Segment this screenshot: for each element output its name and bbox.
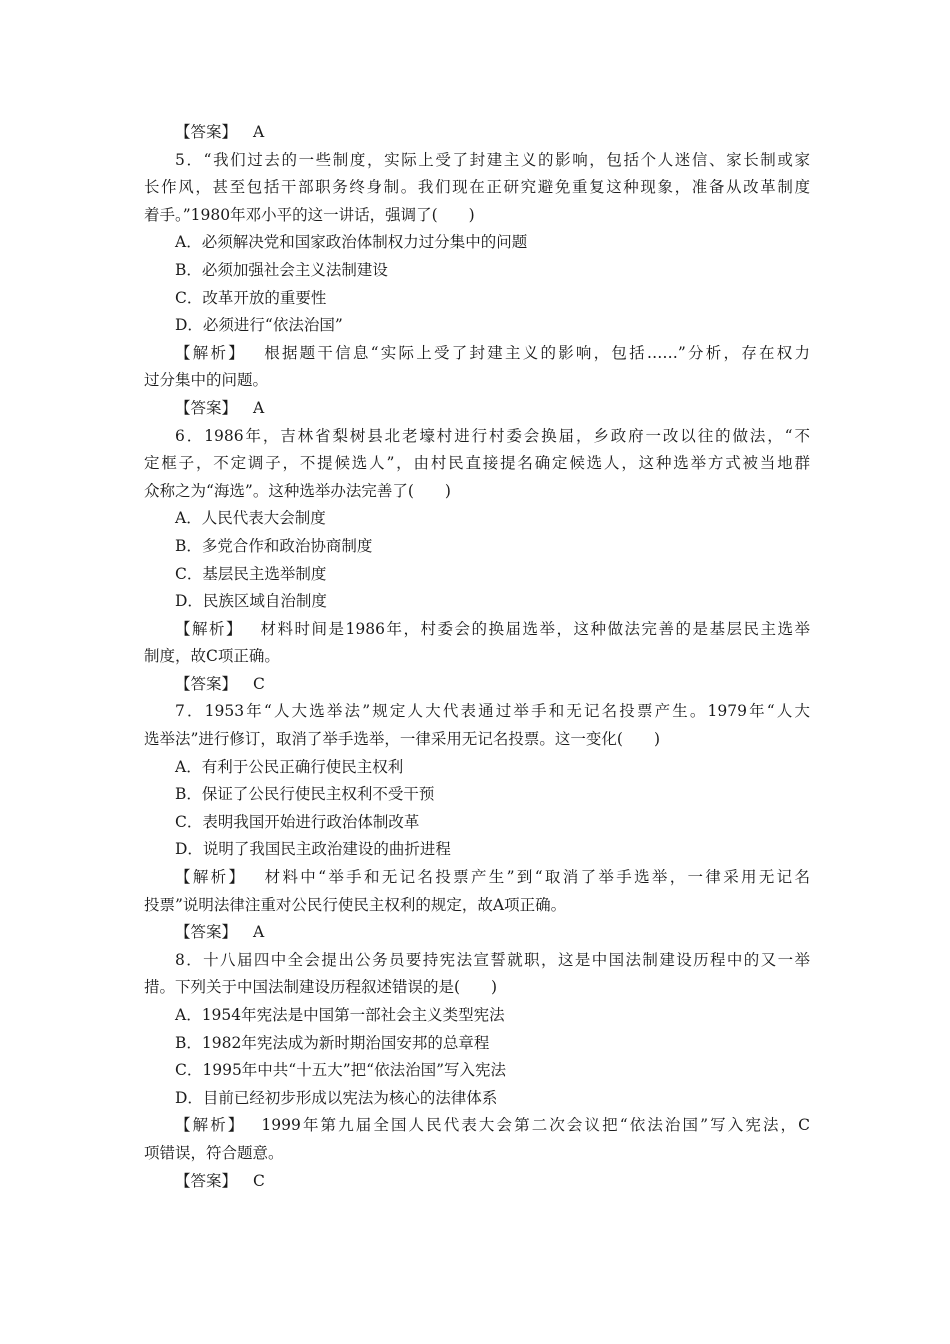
question-text-line <box>144 450 810 478</box>
analysis-line <box>144 340 810 368</box>
analysis-line <box>144 367 810 395</box>
question-option <box>144 1002 810 1030</box>
answer-line <box>144 671 810 699</box>
option-text: C．表明我国开始进行政治体制改革 <box>175 812 420 831</box>
analysis-text: 过分集中的问题。 <box>144 371 269 390</box>
question-text-line <box>144 174 810 202</box>
option-text: B．保证了公民行使民主权利不受干预 <box>175 785 435 804</box>
analysis-line <box>144 1112 810 1140</box>
question-option <box>144 588 810 616</box>
option-text: C．改革开放的重要性 <box>175 288 327 307</box>
analysis-text: 根据题干信息“实际上受了封建主义的影响，包括……”分析，存在权力 <box>261 343 810 362</box>
question-option <box>144 754 810 782</box>
option-text: D．民族区域自治制度 <box>175 592 327 611</box>
analysis-line <box>144 1140 810 1168</box>
answer-label: 【答案】 <box>175 923 238 942</box>
answer-value: A <box>253 123 265 141</box>
option-text: B．1982年宪法成为新时期治国安邦的总章程 <box>175 1033 490 1052</box>
question-text-line <box>144 478 810 506</box>
question-option <box>144 1030 810 1058</box>
option-text: C．基层民主选举制度 <box>175 564 327 583</box>
question-option <box>144 285 810 313</box>
analysis-line <box>144 892 810 920</box>
question-option <box>144 1057 810 1085</box>
option-text: A．必须解决党和国家政治体制权力过分集中的问题 <box>175 233 528 252</box>
answer-label: 【答案】 <box>175 674 238 693</box>
answer-value: C <box>253 1171 265 1190</box>
option-text: A．1954年宪法是中国第一部社会主义类型宪法 <box>175 1006 505 1024</box>
option-text: B．必须加强社会主义法制建设 <box>175 260 388 279</box>
analysis-text: 材料时间是1986年，村委会的换届选举，这种做法完善的是基层民主选举 <box>259 619 810 638</box>
question-option <box>144 505 810 533</box>
answer-line <box>144 1168 810 1196</box>
answer-label: 【答案】 <box>175 398 238 417</box>
question-text: 选举法”进行修订，取消了举手选举，一律采用无记名投票。这一变化( ) <box>144 730 661 749</box>
analysis-text: 材料中“举手和无记名投票产生”到“取消了举手选举，一律采用无记名 <box>262 868 810 887</box>
question-text: 措。下列关于中国法制建设历程叙述错误的是( ) <box>144 978 498 997</box>
option-text: D．必须进行“依法治国” <box>175 316 343 335</box>
answer-value: A <box>253 923 265 942</box>
analysis-label: 【解析】 <box>175 868 247 887</box>
answer-value: A <box>253 398 265 417</box>
analysis-text: 1999年第九届全国人民代表大会第二次会议把“依法治国”写入宪法，C <box>261 1116 810 1135</box>
answer-label: 【答案】 <box>175 1171 238 1190</box>
question-option <box>144 229 810 257</box>
analysis-label: 【解析】 <box>175 1116 246 1135</box>
question-text-line <box>144 147 810 175</box>
analysis-line <box>144 864 810 892</box>
answer-value: C <box>253 674 265 693</box>
question-option <box>144 836 810 864</box>
question-text-line <box>144 974 810 1002</box>
question-text: 着手。”1980年邓小平的这一讲话，强调了( ) <box>144 205 475 224</box>
analysis-line <box>144 616 810 644</box>
question-text-line <box>144 947 810 975</box>
analysis-text: 投票”说明法律注重对公民行使民主权利的规定，故A项正确。 <box>144 895 567 914</box>
question-option <box>144 809 810 837</box>
question-text: 6．1986年，吉林省梨树县北老壕村进行村委会换届，乡政府一改以往的做法，“不 <box>175 426 810 445</box>
question-text-line <box>144 202 810 230</box>
question-option <box>144 1085 810 1113</box>
analysis-text: 项错误，符合题意。 <box>144 1143 284 1162</box>
question-text: 7．1953年“人大选举法”规定人大代表通过举手和无记名投票产生。1979年“人大 <box>175 702 810 721</box>
option-text: D．目前已经初步形成以宪法为核心的法律体系 <box>175 1088 498 1107</box>
question-option <box>144 561 810 589</box>
question-text: 5．“我们过去的一些制度，实际上受了封建主义的影响，包括个人迷信、家长制或家 <box>175 150 810 169</box>
question-text: 定框子，不定调子，不提候选人”，由村民直接提名确定候选人，这种选举方式被当地群 <box>144 454 810 473</box>
analysis-label: 【解析】 <box>175 619 244 638</box>
question-text-line <box>144 698 810 726</box>
answer-label: 【答案】 <box>175 123 238 141</box>
option-text: A．有利于公民正确行使民主权利 <box>175 757 404 776</box>
document-content <box>144 119 810 1195</box>
option-text: C．1995年中共“十五大”把“依法治国”写入宪法 <box>175 1061 507 1080</box>
answer-line <box>144 919 810 947</box>
option-text: A．人民代表大会制度 <box>175 509 326 528</box>
question-option <box>144 312 810 340</box>
analysis-line <box>144 643 810 671</box>
question-text-line <box>144 726 810 754</box>
question-text: 长作风，甚至包括干部职务终身制。我们现在正研究避免重复这种现象，准备从改革制度 <box>144 178 810 197</box>
question-option <box>144 781 810 809</box>
question-text: 众称之为“海选”。这种选举办法完善了( ) <box>144 481 451 500</box>
answer-line <box>144 119 810 147</box>
question-option <box>144 257 810 285</box>
answer-line <box>144 395 810 423</box>
option-text: D．说明了我国民主政治建设的曲折进程 <box>175 840 451 859</box>
analysis-text: 制度，故C项正确。 <box>144 647 280 666</box>
question-text: 8．十八届四中全会提出公务员要持宪法宣誓就职，这是中国法制建设历程中的又一举 <box>175 950 810 969</box>
question-option <box>144 533 810 561</box>
option-text: B．多党合作和政治协商制度 <box>175 536 373 555</box>
analysis-label: 【解析】 <box>175 343 246 362</box>
question-text-line <box>144 423 810 451</box>
